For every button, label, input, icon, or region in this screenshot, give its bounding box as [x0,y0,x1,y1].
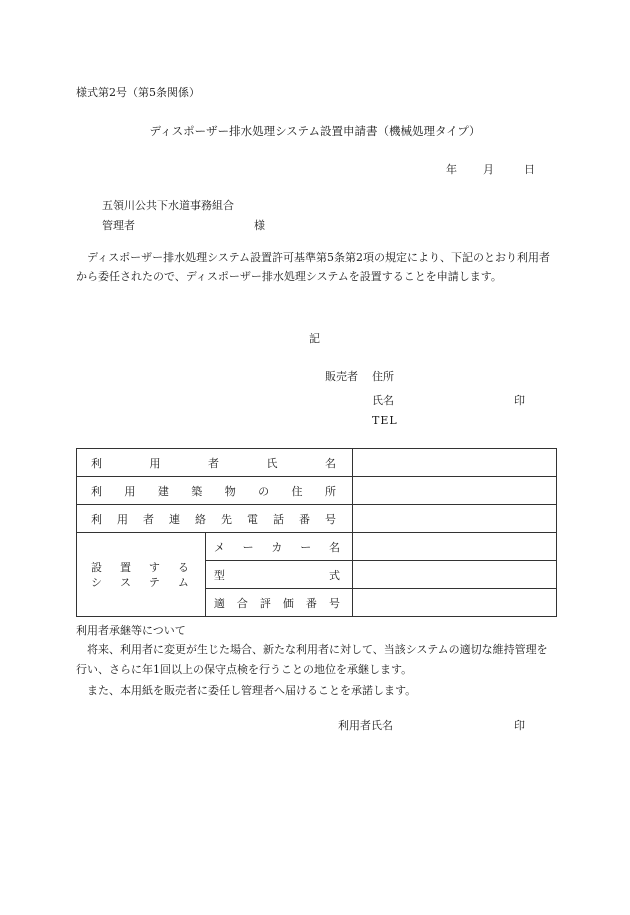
table-row [77,533,557,561]
label-char: 者 [208,456,219,470]
label-char: 評 [259,596,271,610]
label-char: 番 [305,596,317,610]
succession-heading: 利用者承継等について [76,624,186,637]
label-char: 氏 [266,456,278,470]
label-building-address-text [77,483,352,499]
succession-paragraph-1: 将来、利用者に変更が生じた場合、新たな利用者に対して、当該システムの適切な維持管理を行い、さらに年1回以上の保守点検を行うことの地位を承継します。 [76,643,548,676]
label-evaluation-no [205,589,352,617]
label-char: 用 [117,512,128,526]
manager-label: 管理者 [102,219,135,232]
label-installed-system [77,533,206,617]
label-char: 連 [169,512,180,526]
label-model-text [206,567,352,583]
label-char: す [148,560,160,574]
value-evaluation-no[interactable] [353,589,557,617]
user-signature-label: 利用者氏名 [338,719,393,732]
label-char: カ [271,540,283,554]
label-char: 電 [247,512,258,526]
label-char: ム [177,575,189,589]
label-char: メ [213,540,225,554]
document-title: ディスポーザー排水処理システム設置申請書（機械処理タイプ） [149,124,481,138]
label-char: 式 [329,568,340,582]
label-char: の [258,484,270,498]
seller-name-label: 氏名 [372,394,394,407]
label-char: ー [300,540,312,554]
label-char: 価 [282,596,294,610]
table-row [77,477,557,505]
label-user-name [77,449,353,477]
application-table [76,448,557,617]
label-char: テ [148,575,160,589]
addressee-organization: 五領川公共下水道事務組合 [102,199,234,212]
label-maker-text [206,539,352,555]
label-char: 話 [273,512,284,526]
label-char: 利 [91,512,102,526]
system-group-line1 [77,560,205,575]
label-char: 先 [221,512,232,526]
seller-seal-mark: 印 [514,394,525,407]
label-char: 型 [213,568,225,582]
value-model[interactable] [353,561,557,589]
label-char: 者 [143,512,154,526]
system-group-line2 [77,575,205,590]
addressee-manager [102,219,265,233]
label-char: 絡 [195,512,206,526]
label-char: 用 [124,484,136,498]
label-maker [205,533,352,561]
value-user-name[interactable] [353,449,557,477]
label-model [205,561,352,589]
date-year: 年 [446,163,457,176]
label-char: 住 [291,484,303,498]
label-char: 所 [324,484,336,498]
label-char: シ [91,575,102,589]
label-char: ス [119,575,131,589]
succession-paragraph-2: また、本用紙を販売者に委任し管理者へ届けることを承諾します。 [87,684,417,697]
value-maker[interactable] [353,533,557,561]
label-building-address [77,477,353,505]
form-number: 様式第2号（第5条関係） [76,86,200,99]
label-char: 置 [119,560,131,574]
label-char: 設 [91,560,102,574]
label-evaluation-no-text [206,595,352,611]
label-user-phone-text [77,511,352,527]
label-char: 号 [325,512,336,526]
seller-address-label: 住所 [372,370,394,383]
ki-heading: 記 [309,332,320,345]
application-body: ディスポーザー排水処理システム設置許可基準第5条第2項の規定により、下記のとおり利用者から委任されたので、ディスポーザー排水処理システムを設置することを申請します。 [76,251,551,283]
label-char: 建 [157,484,169,498]
user-seal-mark: 印 [514,719,525,732]
value-building-address[interactable] [353,477,557,505]
label-char: 用 [149,456,161,470]
table-row [77,449,557,477]
label-char: 築 [191,484,203,498]
value-user-phone[interactable] [353,505,557,533]
seller-tel-label: TEL [372,414,398,427]
seller-label: 販売者 [325,370,358,383]
label-char: 利 [91,456,102,470]
date-line [446,163,535,177]
label-char: 適 [213,596,225,610]
date-day: 日 [524,163,535,176]
date-month: 月 [483,163,494,176]
label-char: る [177,560,189,574]
label-char: 番 [299,512,310,526]
label-user-name-text [77,455,352,471]
label-char: 名 [328,540,340,554]
label-char: ー [242,540,254,554]
honorific: 様 [254,219,265,232]
label-char: 名 [325,456,336,470]
label-user-phone [77,505,353,533]
label-char: 物 [224,484,236,498]
table-row [77,505,557,533]
label-char: 利 [91,484,102,498]
label-char: 号 [328,596,340,610]
label-char: 合 [236,596,248,610]
